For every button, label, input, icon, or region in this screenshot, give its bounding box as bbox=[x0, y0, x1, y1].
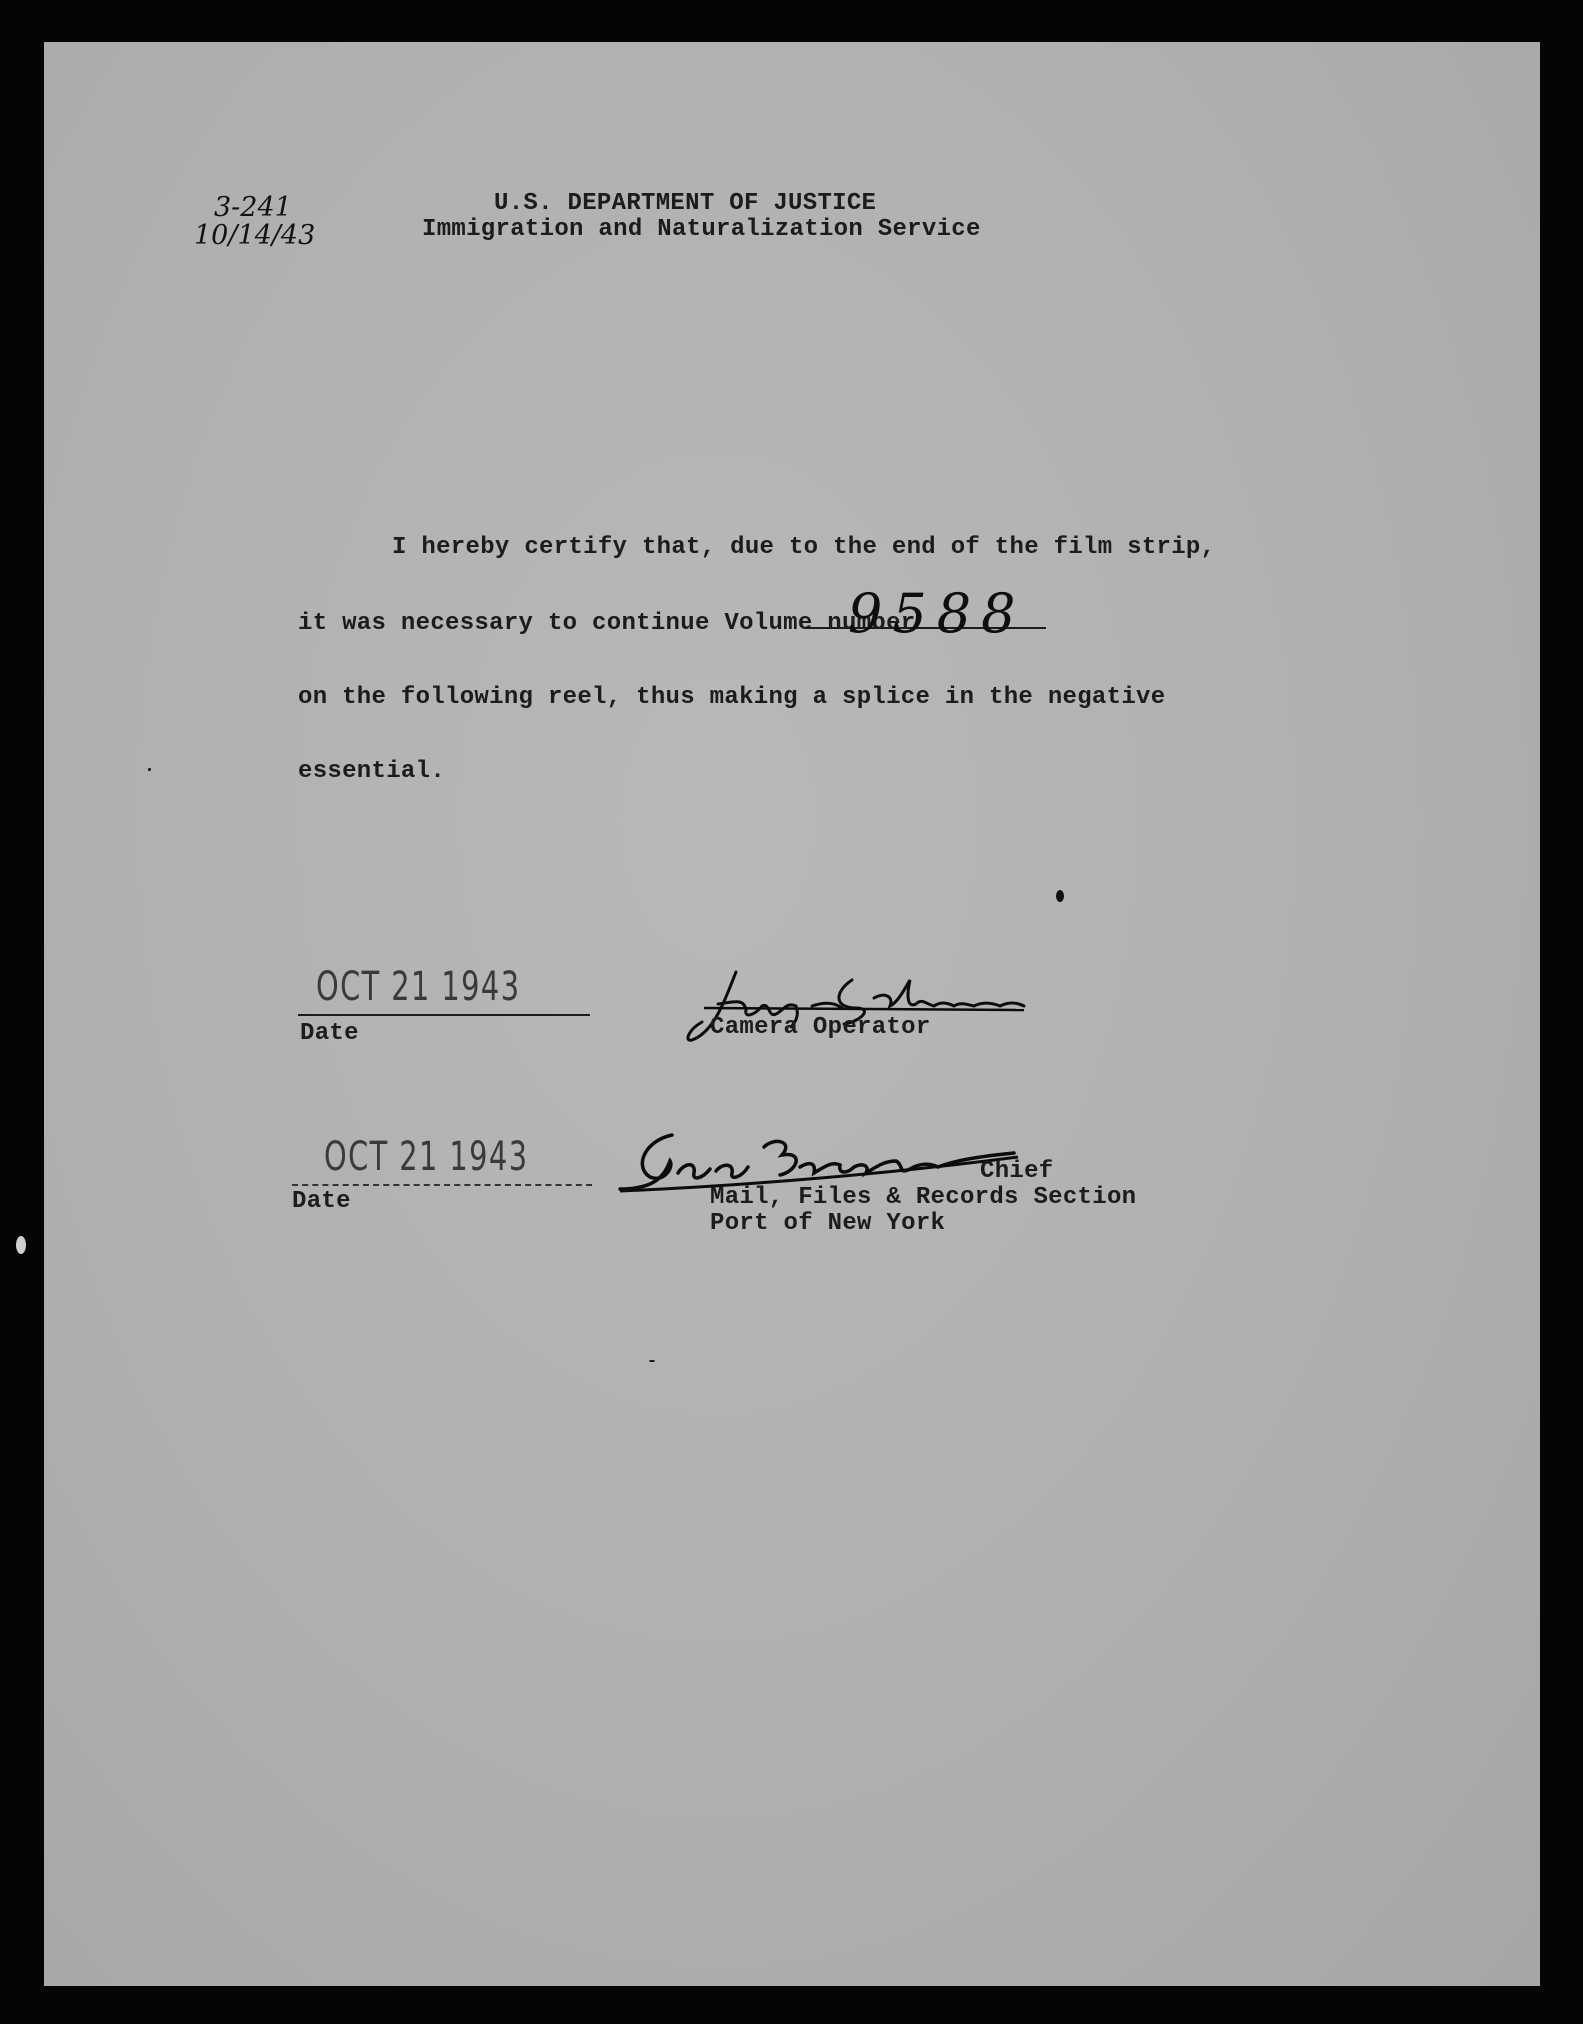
ink-speck bbox=[148, 768, 151, 771]
ink-speck bbox=[649, 1360, 655, 1362]
department-heading: U.S. DEPARTMENT OF JUSTICE bbox=[494, 190, 877, 217]
certification-line-1: I hereby certify that, due to the end of the film strip, bbox=[392, 534, 1216, 561]
date-line-camera-operator bbox=[298, 1014, 590, 1016]
date-stamp-camera-operator: OCT 21 1943 bbox=[316, 964, 521, 1010]
date-label-chief: Date bbox=[292, 1188, 351, 1215]
edge-speck bbox=[16, 1236, 26, 1254]
date-stamp-chief: OCT 21 1943 bbox=[324, 1134, 529, 1180]
chief-title: Chief bbox=[980, 1158, 1054, 1185]
form-number: 3-241 bbox=[214, 192, 292, 223]
ink-speck bbox=[1056, 890, 1064, 902]
date-label-camera-operator: Date bbox=[300, 1020, 359, 1047]
certification-line-2: it was necessary to continue Volume number bbox=[298, 610, 916, 637]
form-date: 10/14/43 bbox=[194, 220, 316, 251]
chief-title-line-2: Mail, Files & Records Section bbox=[710, 1184, 1137, 1211]
chief-title-line-3: Port of New York bbox=[710, 1210, 946, 1237]
service-heading: Immigration and Naturalization Service bbox=[422, 216, 981, 243]
volume-number: 9588 bbox=[848, 582, 1026, 645]
date-line-chief bbox=[292, 1184, 592, 1186]
document-page bbox=[44, 42, 1540, 1986]
certification-line-3: on the following reel, thus making a splice in the negative bbox=[298, 684, 1166, 711]
certification-line-4: essential. bbox=[298, 758, 446, 785]
camera-operator-title: Camera Operator bbox=[710, 1014, 931, 1041]
